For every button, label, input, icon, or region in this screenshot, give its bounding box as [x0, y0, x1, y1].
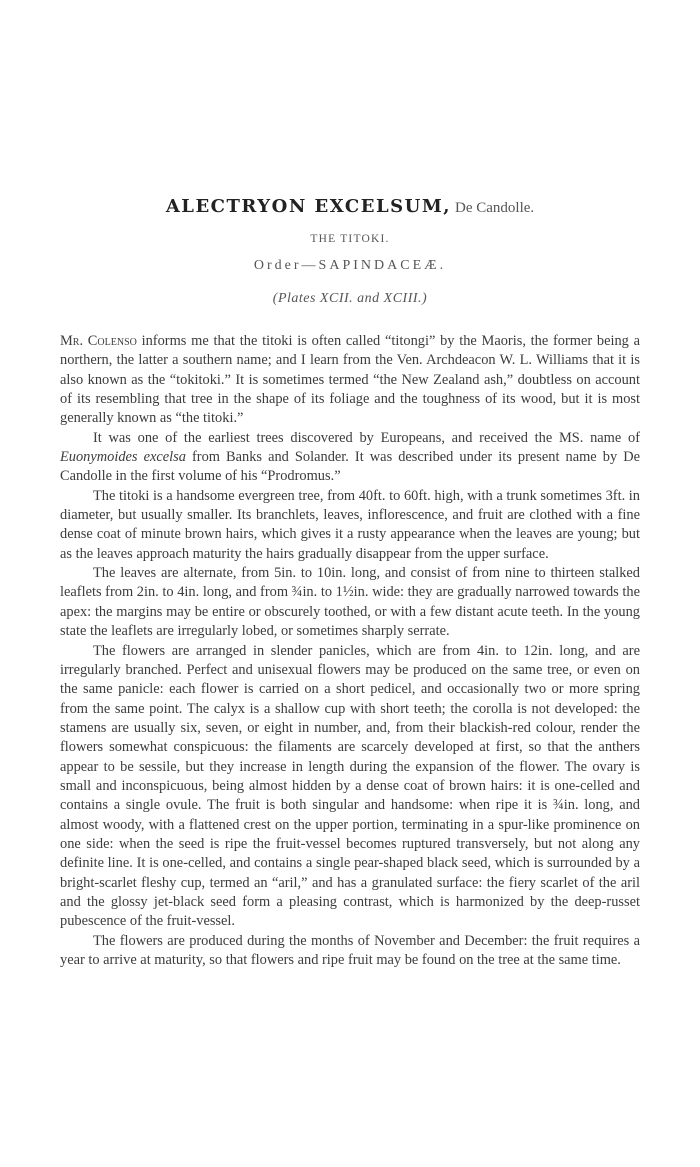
paragraph-1-text: informs me that the titoki is often called “titongi” by the Maoris, the former being a northern, the latter a southern name; and I learn from the Ven. Archdeacon W. L. Williams that it is also known as the “tokitoki.” It is sometimes termed “the New Zealand ash,” doubtless on account of its resembling that tree in the shape of its foliage and the toughness of its wood, but it is most generally known as “the titoki.”: [60, 333, 640, 427]
species-title: ALECTRYON EXCELSUM,: [165, 196, 452, 217]
paragraph-2: [60, 429, 640, 487]
paragraph-1: [60, 332, 640, 429]
paragraph-2-text-b: from Banks and Solander. It was described under its present name by De Candolle in the first volume of his “Prodromus.”: [60, 449, 640, 485]
plates-reference: (Plates XCII. and XCIII.): [272, 291, 428, 306]
article-body: [60, 332, 640, 970]
species-authority: De Candolle.: [455, 200, 535, 216]
paragraph-4: The leaves are alternate, from 5in. to 10in. long, and consist of from nine to thirteen stalked leaflets from 2in. to 4in. long, and from ¾in. to 1½in. wide: they are gradually narrowed towards the apex: the margins may be entire or obscurely toothed, or with a few distant acute teeth. In the young state the leaflets are irregularly lobed, or sometimes sharply serrate.: [60, 565, 640, 640]
paragraph-3: The titoki is a handsome evergreen tree, from 40ft. to 60ft. high, with a trunk sometimes 3ft. in diameter, but usually smaller. Its branchlets, leaves, inflorescence, and fruit are clothed with a fine dense coat of minute brown hairs, which gives it a rusty appearance when the leaves are young; but as the leaves approach maturity the hairs gradually disappear from the upper surface.: [60, 487, 640, 562]
paragraph-6: The flowers are produced during the months of November and December: the fruit requires a year to arrive at maturity, so that flowers and ripe fruit may be found on the tree at the same time.: [60, 932, 640, 968]
paragraph-2-italic: Euonymoides excelsa: [60, 449, 186, 466]
paragraph-5: The flowers are arranged in slender panicles, which are from 4in. to 12in. long, and are irregularly branched. Perfect and unisexual flowers may be produced on the same tree, or even on the same panicle: each flower is carried on a short pedicel, and occasionally two or more spring from the same point. The calyx is a shallow cup with short teeth; the corolla is not developed: the stamens are usually six, seven, or eight in number, and, from their blackish-red colour, render the flowers somewhat conspicuous: the filaments are scarcely developed at first, so that the anthers appear to be sessile, but they increase in length during the expansion of the flower. The ovary is small and inconspicuous, being almost hidden by a dense coat of brown hairs: it is one-celled and contains a single ovule. The fruit is both singular and handsome: when ripe it is ¾in. long, and almost woody, with a flattened crest on the upper portion, terminating in a spur-like prominence on one side: when the seed is ripe the fruit-vessel becomes ruptured transversely, but not along any definite line. It is one-celled, and contains a single pear-shaped black seed, which is surrounded by a bright-scarlet fleshy cup, termed an “aril,” and has a granulated surface: the fiery scarlet of the aril and the glossy jet-black seed form a pleasing contrast, which is harmonized by the deep-russet pubescence of the fruit-vessel.: [60, 642, 640, 930]
common-name: THE TITOKI.: [310, 233, 390, 245]
paragraph-1-lead: Mr. Colenso: [60, 333, 137, 349]
paragraph-2-text-a: It was one of the earliest trees discovered by Europeans, and received the MS. name of: [93, 429, 640, 446]
title-line: [0, 196, 700, 217]
order-heading: Order—SAPINDACEÆ.: [253, 258, 447, 273]
